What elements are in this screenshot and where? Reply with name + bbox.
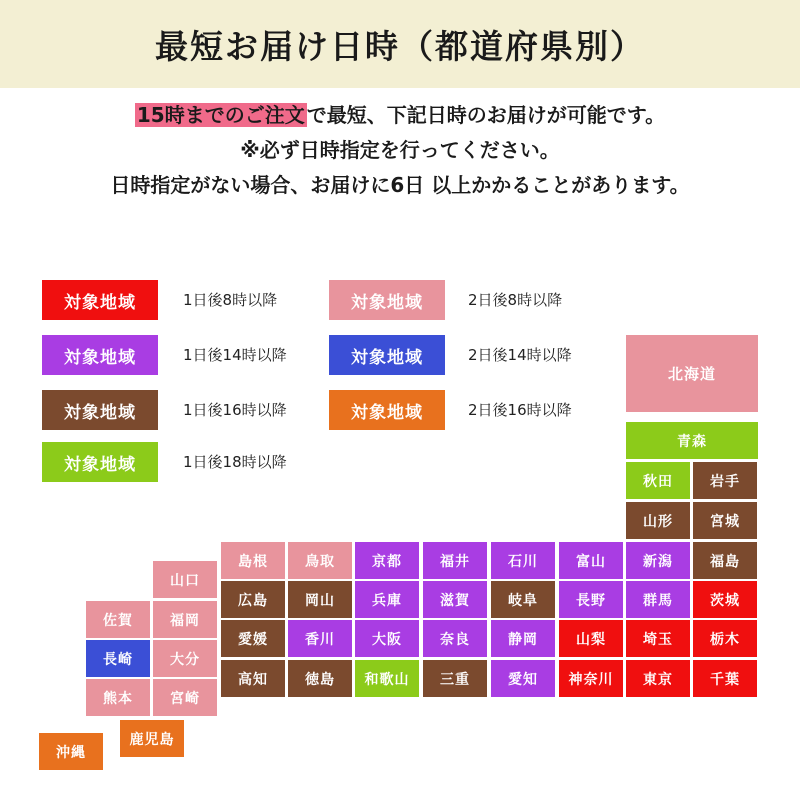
delivery-notes <box>0 98 800 203</box>
pref-ishikawa: 石川 <box>491 542 555 579</box>
pref-saitama: 埼玉 <box>626 620 690 657</box>
pref-fukushima: 福島 <box>693 542 757 579</box>
pref-saga: 佐賀 <box>86 601 150 638</box>
pref-kochi: 高知 <box>221 660 285 697</box>
legend-text-day1-14: 1日後14時以降 <box>183 346 287 364</box>
pref-nagasaki: 長崎 <box>86 640 150 677</box>
pref-tochigi: 栃木 <box>693 620 757 657</box>
pref-chiba: 千葉 <box>693 660 757 697</box>
pref-okinawa: 沖縄 <box>39 733 103 770</box>
pref-miyazaki: 宮崎 <box>153 679 217 716</box>
note-line-3: 日時指定がない場合、お届けに6日 以上かかることがあります。 <box>110 173 690 197</box>
pref-yamagata: 山形 <box>626 502 690 539</box>
pref-oita: 大分 <box>153 640 217 677</box>
note-line-1-text: で最短、下記日時のお届けが可能です。 <box>306 103 666 127</box>
header-bar <box>0 0 800 88</box>
pref-tottori: 鳥取 <box>288 542 352 579</box>
page-title: 最短お届け日時（都道府県別） <box>155 26 645 66</box>
pref-aichi: 愛知 <box>491 660 555 697</box>
note-line-1 <box>0 98 800 133</box>
pref-akita: 秋田 <box>626 462 690 499</box>
legend-text-day1-16: 1日後16時以降 <box>183 401 287 419</box>
legend-text-day2-14: 2日後14時以降 <box>468 346 572 364</box>
pref-nagano: 長野 <box>559 581 623 618</box>
pref-yamaguchi: 山口 <box>153 561 217 598</box>
pref-hyogo: 兵庫 <box>355 581 419 618</box>
pref-fukuoka: 福岡 <box>153 601 217 638</box>
pref-hiroshima: 広島 <box>221 581 285 618</box>
legend-text-day1-8: 1日後8時以降 <box>183 291 278 309</box>
order-deadline-highlight: 15時までのご注文 <box>136 103 305 127</box>
legend-chip-day2-14: 対象地域 <box>329 335 445 375</box>
pref-gunma: 群馬 <box>626 581 690 618</box>
legend-chip-day2-8: 対象地域 <box>329 280 445 320</box>
legend-chip-day1-18: 対象地域 <box>42 442 158 482</box>
pref-miyagi: 宮城 <box>693 502 757 539</box>
legend-text-day2-16: 2日後16時以降 <box>468 401 572 419</box>
pref-yamanashi: 山梨 <box>559 620 623 657</box>
note-line-2: ※必ず日時指定を行ってください。 <box>240 138 560 162</box>
pref-ehime: 愛媛 <box>221 620 285 657</box>
pref-okayama: 岡山 <box>288 581 352 618</box>
pref-kagawa: 香川 <box>288 620 352 657</box>
pref-osaka: 大阪 <box>355 620 419 657</box>
pref-kanagawa: 神奈川 <box>559 660 623 697</box>
pref-shimane: 島根 <box>221 542 285 579</box>
pref-hokkaido: 北海道 <box>626 335 758 412</box>
pref-kagoshima: 鹿児島 <box>120 720 184 757</box>
pref-tokushima: 徳島 <box>288 660 352 697</box>
pref-tokyo: 東京 <box>626 660 690 697</box>
pref-niigata: 新潟 <box>626 542 690 579</box>
pref-kyoto: 京都 <box>355 542 419 579</box>
pref-gifu: 岐阜 <box>491 581 555 618</box>
pref-aomori: 青森 <box>626 422 758 459</box>
pref-shiga: 滋賀 <box>423 581 487 618</box>
legend-chip-day1-8: 対象地域 <box>42 280 158 320</box>
legend-chip-day1-16: 対象地域 <box>42 390 158 430</box>
pref-wakayama: 和歌山 <box>355 660 419 697</box>
legend-text-day1-18: 1日後18時以降 <box>183 453 287 471</box>
pref-mie: 三重 <box>423 660 487 697</box>
pref-fukui: 福井 <box>423 542 487 579</box>
pref-kumamoto: 熊本 <box>86 679 150 716</box>
legend-text-day2-8: 2日後8時以降 <box>468 291 563 309</box>
legend-chip-day2-16: 対象地域 <box>329 390 445 430</box>
pref-shizuoka: 静岡 <box>491 620 555 657</box>
pref-ibaraki: 茨城 <box>693 581 757 618</box>
pref-iwate: 岩手 <box>693 462 757 499</box>
pref-nara: 奈良 <box>423 620 487 657</box>
legend-chip-day1-14: 対象地域 <box>42 335 158 375</box>
pref-toyama: 富山 <box>559 542 623 579</box>
